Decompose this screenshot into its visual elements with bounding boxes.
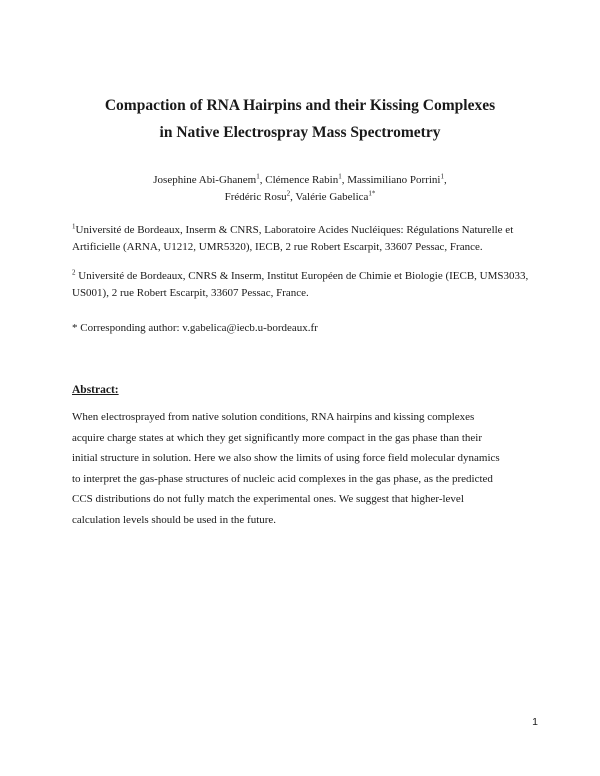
affiliation-text: Université de Bordeaux, Inserm & CNRS, Laboratoire Acides Nucléiques: Régulations Naturelle et Artificielle (ARNA, U1212, UMR5320), IECB, 2 rue Robert Escarpit, 33607 Pessac, France. — [72, 224, 514, 253]
author-name: Frédéric Rosu — [224, 191, 287, 203]
affiliation-2 — [72, 268, 542, 301]
abstract-line: acquire charge states at which they get significantly more compact in the gas phase than their — [72, 431, 483, 444]
author-name: Clémence Rabin — [265, 174, 339, 186]
affiliation-1 — [72, 222, 542, 255]
author-affiliation-mark: 1* — [368, 189, 376, 198]
paper-title-line-1: Compaction of RNA Hairpins and their Kissing Complexes — [104, 97, 496, 114]
author-affiliation-mark: 1 — [256, 172, 260, 181]
abstract-line: to interpret the gas-phase structures of nucleic acid complexes in the gas phase, as the predicted — [72, 472, 493, 485]
affiliation-text: Université de Bordeaux, CNRS & Inserm, Institut Européen de Chimie et Biologie (IECB, UMS3033, US001), 2 rue Robert Escarpit, 33607 Pessac, France. — [72, 270, 529, 299]
author-affiliation-mark: 2 — [286, 189, 291, 198]
abstract-line: CCS distributions do not fully match the experimental ones. We suggest that higher-level — [72, 493, 464, 505]
affiliation-mark: 2 — [72, 268, 76, 277]
author-name: Valérie Gabelica — [295, 191, 369, 203]
abstract-body — [72, 407, 538, 530]
author-list-line-1: Josephine Abi-Ghanem$^1$, Clémence Rabin$^1$, Massimiliano Porrini$^1$, — [153, 172, 447, 186]
affiliation-mark: 1 — [72, 222, 76, 231]
page-number: 1 — [532, 716, 538, 728]
author-name: Josephine Abi-Ghanem — [153, 174, 257, 186]
abstract-heading: Abstract: — [72, 384, 119, 396]
author-affiliation-mark: 1 — [440, 172, 444, 181]
paper-title-line-2: in Native Electrospray Mass Spectrometry — [159, 124, 441, 141]
abstract-line: calculation levels should be used in the future. — [72, 513, 277, 526]
abstract-line: When electrosprayed from native solution conditions, RNA hairpins and kissing complexes — [72, 411, 475, 423]
author-affiliation-mark: 1 — [338, 172, 342, 181]
abstract-line: initial structure in solution. Here we also show the limits of using force field molecular dynamics — [72, 452, 500, 464]
corresponding-author: * Corresponding author: v.gabelica@iecb.u-bordeaux.fr — [72, 322, 318, 334]
author-list-line-2: Frédéric Rosu$^2$, Valérie Gabelica$^{1*}$ — [224, 189, 376, 203]
author-name: Massimiliano Porrini — [347, 174, 441, 186]
